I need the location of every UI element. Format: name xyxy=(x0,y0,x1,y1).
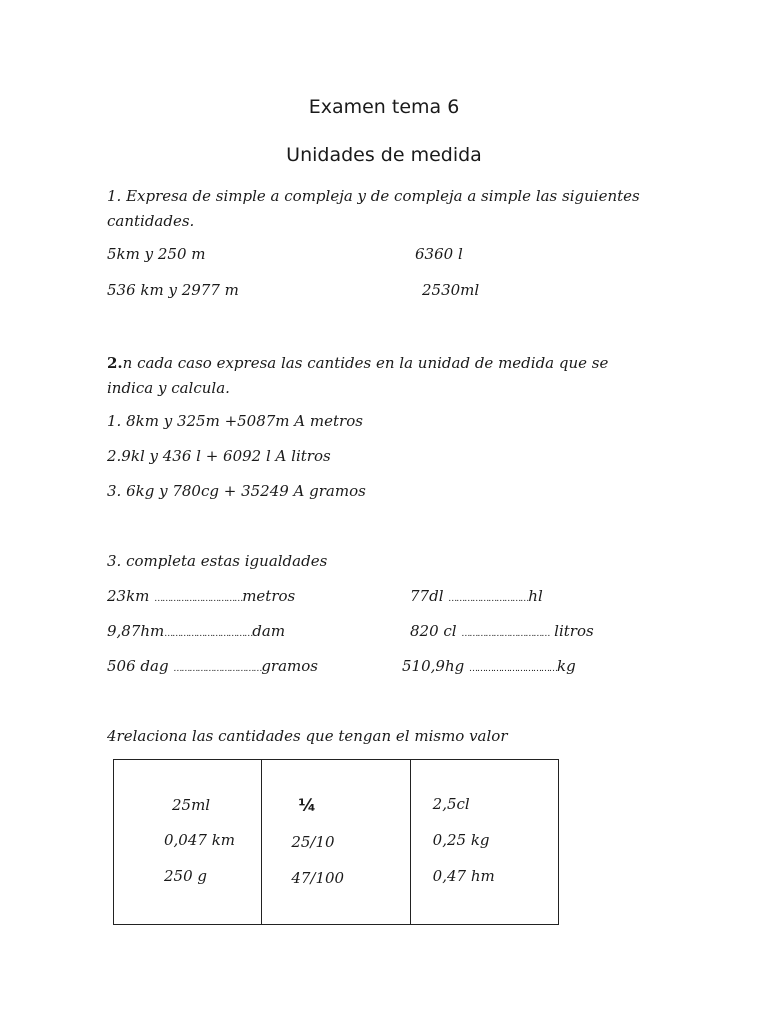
q3-row3-left-blank: …………………………… xyxy=(173,664,262,674)
q3-row3-left-unit: gramos xyxy=(261,657,318,675)
q3-row1-left xyxy=(107,587,295,605)
q3-prompt: 3. completa estas igualdades xyxy=(107,552,328,570)
q3-row1-right-quantity: 77dl xyxy=(410,587,444,605)
q1-row1-right: 6360 l xyxy=(415,245,463,263)
col1-item-2: 0,047 km xyxy=(164,831,236,849)
q2-item-1: 1. 8km y 325m +5087m A metros xyxy=(107,412,363,430)
q3-row3-right-quantity: 510,9hg xyxy=(402,657,465,675)
q3-row2-left xyxy=(107,622,285,640)
q2-number: 2. xyxy=(107,354,123,372)
col2-item-3: 47/100 xyxy=(291,869,345,887)
q3-row1-right xyxy=(410,587,543,605)
q3-row3-left-quantity: 506 dag xyxy=(107,657,169,675)
col2-item-2: 25/10 xyxy=(291,833,335,851)
q2-prompt xyxy=(107,351,647,401)
q1-row2-left: 536 km y 2977 m xyxy=(107,281,239,299)
col3-item-3: 0,47 hm xyxy=(432,867,495,885)
q3-row1-left-blank: …………………………… xyxy=(154,594,243,604)
q2-prompt-text: n cada caso expresa las cantides en la unidad de medida que se indica y calcula. xyxy=(107,354,609,397)
q3-row2-right-quantity: 820 cl xyxy=(410,622,457,640)
q3-row3-right-blank: …………………………… xyxy=(469,664,557,674)
q2-item-3: 3. 6kg y 780cg + 35249 A gramos xyxy=(107,482,366,500)
q3-row1-left-unit: metros xyxy=(242,587,296,605)
q3-row2-left-blank: …………………………… xyxy=(164,629,253,639)
matching-table xyxy=(113,759,559,925)
q3-row2-left-quantity: 9,87hm xyxy=(107,622,165,640)
q3-row3-left xyxy=(107,657,318,675)
page-title: Examen tema 6 xyxy=(308,96,460,118)
q1-prompt: 1. Expresa de simple a compleja y de compleja a simple las siguientes cantidades. xyxy=(107,187,640,230)
matching-column-2 xyxy=(262,760,410,925)
q3-row1-left-quantity: 23km xyxy=(107,587,150,605)
col1-item-3: 250 g xyxy=(164,867,208,885)
q3-row2-right xyxy=(410,622,594,640)
q3-row2-right-unit: litros xyxy=(554,622,594,640)
q2-item-2: 2.9kl y 436 l + 6092 l A litros xyxy=(107,447,331,465)
matching-column-3 xyxy=(410,760,558,925)
col2-item-1: ¼ xyxy=(298,796,316,816)
q3-row3-right-unit: kg xyxy=(557,657,576,675)
q3-row1-right-unit: hl xyxy=(528,587,543,605)
col3-item-2: 0,25 kg xyxy=(432,831,490,849)
col1-item-1: 25ml xyxy=(172,796,211,814)
page-subtitle: Unidades de medida xyxy=(286,144,482,166)
q1-row2-right: 2530ml xyxy=(422,281,480,299)
q3-row2-right-blank: …………………………… xyxy=(461,629,550,639)
col3-item-1: 2,5cl xyxy=(432,795,470,813)
q3-row3-right xyxy=(402,657,576,675)
q3-row2-left-unit: dam xyxy=(252,622,286,640)
q4-prompt: 4relaciona las cantidades que tengan el mismo valor xyxy=(107,727,508,745)
q3-row1-right-blank: ………………………… xyxy=(448,594,529,604)
matching-column-1 xyxy=(114,760,262,925)
q1-row1-left: 5km y 250 m xyxy=(107,245,206,263)
